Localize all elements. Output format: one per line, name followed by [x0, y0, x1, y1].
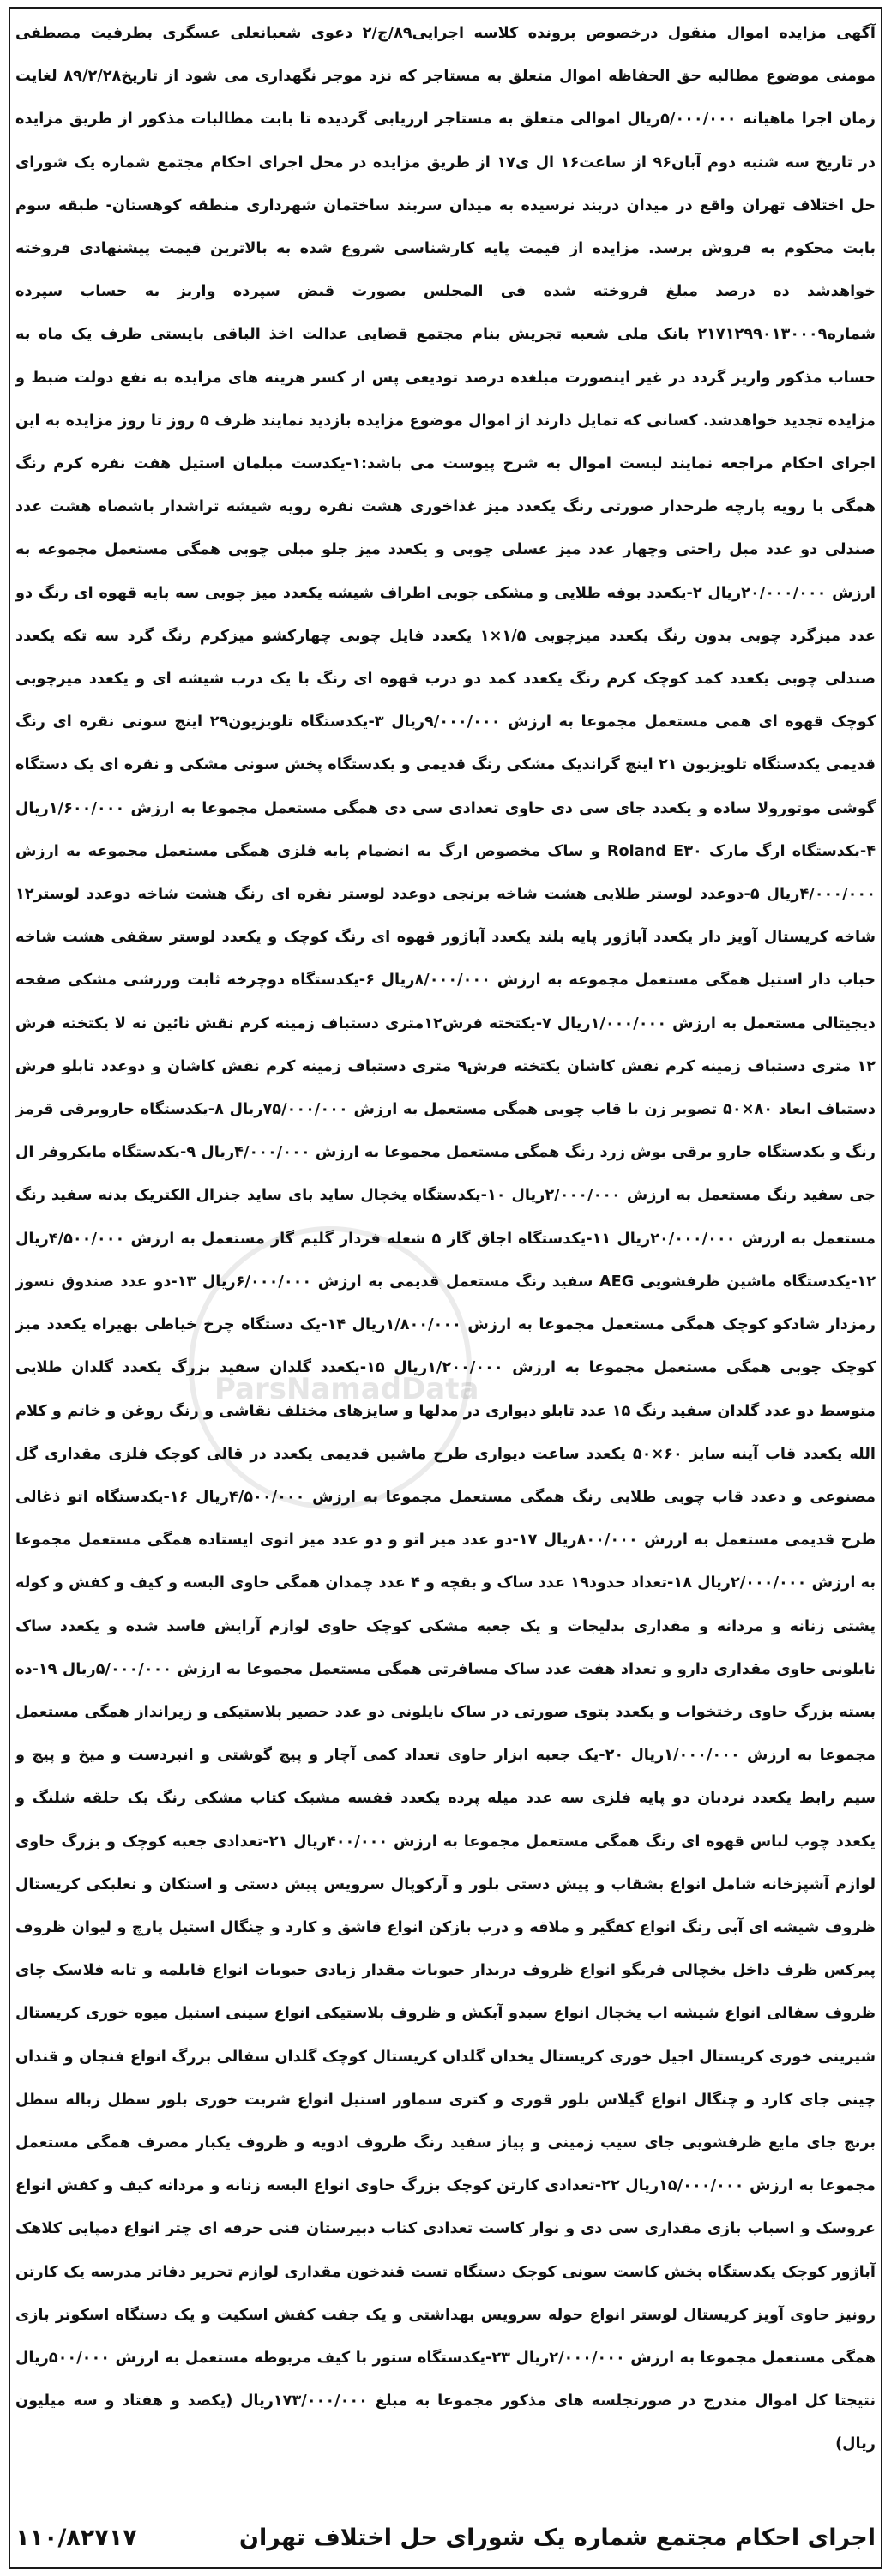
- issuer-signature: اجرای احکام مجتمع شماره یک شورای حل اختلاف تهران: [238, 2524, 876, 2551]
- notice-footer: [15, 2513, 876, 2562]
- notice-code: ۱۱۰/۸۲۷۱۷: [15, 2524, 137, 2551]
- notice-body: [15, 12, 876, 2466]
- watermark-text: ParsNamadData: [214, 1372, 479, 1406]
- notice-paragraph: آگهی مزایده اموال منقول درخصوص پرونده کلاسه اجرایی۸۹/ج/۲ دعوی شعبانعلی عسگری بطرفیت مصطفی مومنی موضوع مطالبه حق الحفاظه اموال متعلق به مستاجر که نزد موجر نگهداری می شود از تاریخ۸۹/۲/۲۸ لغایت زمان اجرا ماهیانه ۵/۰۰۰/۰۰۰ریال اموالی متعلق به مستاجر ارزیابی گردیده تا بابت مطالبات مذکور از طریق مزایده در تاریخ سه شنبه دوم آبان۹۶ از ساعت۱۶ ال ی۱۷ از طریق مزایده در محل اجرای احکام مجتمع شماره یک شورای حل اختلاف تهران واقع در میدان دربند نرسیده به میدان سربند ساختمان شهرداری منطقه کوهستان- طبقه سوم بابت محکوم به فروش برسد. مزایده از قیمت پایه کارشناسی شروع شده به بالاترین قیمت پیشنهادی فروخته خواهدشد ده درصد مبلغ فروخته شده فی المجلس بصورت قبض سپرده واریز به حساب سپرده شماره۲۱۷۱۲۹۹۰۱۳۰۰۰۹ بانک ملی شعبه تجریش بنام مجتمع قضایی عدالت اخذ الباقی بایستی ظرف یک ماه به حساب مذکور واریز گردد در غیر اینصورت مبلغده درصد تودیعی پس از کسر هزینه های مزایده به نفع دولت ضبط و مزایده تجدید خواهدشد. کسانی که تمایل دارند از اموال موضوع مزایده بازدید نمایند ظرف ۵ روز تا روز مزایده به این اجرای احکام مراجعه نمایند لیست اموال به شرح پیوست می باشد:۱-یکدست مبلمان استیل هفت نفره کرم رنگ همگی با رویه پارچه طرحدار صورتی رنگ یکعدد میز غذاخوری هشت نفره رویه شیشه تراشدار باشصاه هشت عدد صندلی دو عدد مبل راحتی وچهار عدد میز عسلی چوبی و یکعدد میز جلو مبلی چوبی همگی مستعمل مجموعه به ارزش ۲۰/۰۰۰/۰۰۰ریال ۲-یکعدد بوفه طلایی و مشکی چوبی اطراف شیشه یکعدد میز چوبی سه پایه قهوه ای رنگ دو عدد میزگرد چوبی بدون رنگ یکعدد میزچوبی ۱/۵×۱ یکعدد فایل چوبی چهارکشو میزکرم رنگ گرد سه تکه یکعدد صندلی چوبی یکعدد کمد کوچک کرم رنگ یکعدد کمد دو درب قهوه ای رنگ با یک درب شیشه ای و یکعدد میزچوبی کوچک قهوه ای همی مستعمل مجموعا به ارزش ۹/۰۰۰/۰۰۰ریال ۳-یکدستگاه تلویزیون۲۹ اینچ سونی نقره ای رنگ قدیمی یکدستگاه تلویزیون ۲۱ اینچ گراندیک مشکی رنگ قدیمی و یکدستگاه پخش سونی مشکی و نقره ای یک دستگاه گوشی موتورولا ساده و یکعدد جای سی دی حاوی تعدادی سی دی همگی مستعمل مجموعا به ارزش ۱/۶۰۰/۰۰۰ریال ۴-یکدستگاه ارگ مارک Roland E۳۰ و ساک مخصوص ارگ به انضمام پایه فلزی همگی مستعمل مجموعه به ارزش ۴/۰۰۰/۰۰۰ریال ۵-دوعدد لوستر طلایی هشت شاخه برنجی دوعدد لوستر نقره ای رنگ هشت شاخه دوعدد لوستر۱۲ شاخه کریستال آویز دار یکعدد آباژور پایه بلند یکعدد آباژور قهوه ای رنگ کوچک و یکعدد لوستر سقفی هشت شاخه حباب دار استیل همگی مستعمل مجموعه به ارزش ۸/۰۰۰/۰۰۰ریال ۶-یکدستگاه دوچرخه ثابت ورزشی مشکی صفحه دیجیتالی مستعمل به ارزش ۱/۰۰۰/۰۰۰ریال ۷-یکتخته فرش۱۲متری دستباف زمینه کرم نقش نائین نه لا یکتخته فرش ۱۲ متری دستباف زمینه کرم نقش کاشان یکتخته فرش۹ متری دستباف زمینه کرم نقش کاشان و دوعدد تابلو فرش دستباف ابعاد ۸۰×۵۰ تصویر زن با قاب چوبی همگی مستعمل به ارزش ۷۵/۰۰۰/۰۰۰ریال ۸-یکدستگاه جاروبرقی قرمز رنگ و یکدستگاه جارو برقی بوش زرد رنگ همگی مستعمل مجموعا به ارزش ۴/۰۰۰/۰۰۰ریال ۹-یکدستگاه مایکروفر ال جی سفید رنگ مستعمل به ارزش ۲/۰۰۰/۰۰۰ریال ۱۰-یکدستگاه یخچال ساید بای ساید جنرال الکتریک بدنه سفید رنگ مستعمل به ارزش ۲۰/۰۰۰/۰۰۰ریال ۱۱-یکدستگاه اجاق گاز ۵ شعله فردار گلیم گاز مستعمل به ارزش ۴/۵۰۰/۰۰۰ریال ۱۲-یکدستگاه ماشین ظرفشویی AEG سفید رنگ مستعمل قدیمی به ارزش ۶/۰۰۰/۰۰۰ریال ۱۳-دو عدد صندوق نسوز رمزدار شادکو کوچک همگی مستعمل مجموعا به ارزش ۱/۸۰۰/۰۰۰ریال ۱۴-یک دستگاه چرخ خیاطی بهیراه یکعدد میز کوچک چوبی همگی مستعمل مجموعا به ارزش ۱/۲۰۰/۰۰۰ریال ۱۵-یکعدد گلدان سفید بزرگ یکعدد گلدان طلایی متوسط دو عدد گلدان سفید رنگ ۱۵ عدد تابلو دیواری در مدلها و سایزهای مختلف نقاشی و رنگ روغن و خاتم و کلام الله یکعدد قاب آینه سایز ۶۰×۵۰ یکعدد ساعت دیواری طرح ماشین قدیمی یکعدد در قالی کوچک فلزی مقداری گل مصنوعی و دعدد قاب چوبی طلایی رنگ همگی مستعمل مجموعا به ارزش ۴/۵۰۰/۰۰۰ریال ۱۶-یکدستگاه اتو ذغالی طرح قدیمی مستعمل به ارزش ۸۰۰/۰۰۰ریال ۱۷-دو عدد میز اتو و دو عدد میز اتوی ایستاده همگی مستعمل مجموعا به ارزش ۲/۰۰۰/۰۰۰ریال ۱۸-تعداد حدود۱۹ عدد ساک و بقچه و ۴ عدد چمدان همگی حاوی البسه و کیف و کفش و کوله پشتی زنانه و مردانه و مقداری بدلیجات و یک جعبه مشکی کوچک حاوی لوازم آرایش فاسد شده و یکعدد ساک نایلونی حاوی مقداری دارو و تعداد هفت عدد ساک مسافرتی همگی مستعمل مجموعا به ارزش ۵/۰۰۰/۰۰۰ریال ۱۹-ده بسته بزرگ حاوی رختخواب و یکعدد پتوی صورتی در ساک نایلونی دو عدد حصیر پلاستیکی و زیرانداز همگی مستعمل مجموعا به ارزش ۱/۰۰۰/۰۰۰ریال ۲۰-یک جعبه ابزار حاوی تعداد کمی آچار و پیچ گوشتی و انبردست و میخ و پیچ و سیم رابط یکعدد نردبان دو پایه فلزی سه عدد میله پرده یکعدد قفسه مشبک کتاب مشکی رنگ یک حلقه شلنگ و یکعدد چوب لباس قهوه ای رنگ همگی مستعمل مجموعا به ارزش ۴۰۰/۰۰۰ریال ۲۱-تعدادی جعبه کوچک و بزرگ حاوی لوازم آشپزخانه شامل انواع بشقاب و پیش دستی بلور و آرکوپال سرویس پیش دستی و استکان و نعلبکی کریستال ظروف شیشه ای آبی رنگ انواع کفگیر و ملاقه و درب بازکن انواع قاشق و کارد و چنگال استیل پارچ و لیوان ظروف پیرکس ظرف داخل یخچالی فریگو انواع ظروف دربدار حبوبات مقدار زیادی حبوبات انواع قابلمه و تابه فلاسک چای ظروف سفالی انواع شیشه اب یخچال انواع سبدو آبکش و ظروف پلاستیکی انواع سینی استیل میوه خوری کریستال شیرینی خوری کریستال اجیل خوری کریستال یخدان گلدان کریستال کوچک گلدان سفالی بزرگ انواع فنجان و قندان چینی جای کارد و چنگال انواع گیلاس بلور قوری و کتری سماور استیل انواع شربت خوری بلور سطل زباله سطل برنج جای مایع ظرفشویی جای سیب زمینی و پیاز سفید رنگ ظروف ادویه و ظروف یکبار مصرف همگی مستعمل مجموعا به ارزش ۱۵/۰۰۰/۰۰۰ریال ۲۲-تعدادی کارتن کوچک بزرگ حاوی انواع البسه زنانه و مردانه کیف و کفش انواع عروسک و اسباب بازی مقداری سی دی و نوار کاست تعدادی کتاب دبیرستان فنی حرفه ای چتر انواع دمپایی کلاهک آباژور کوچک یکدستگاه پخش کاست سونی کوچک دستگاه تست قندخون مقداری لوازم تحریر دفاتر مدرسه یک کارتن رونیز حاوی آویز کریستال لوستر انواع حوله سرویس بهداشتی و یک جفت کفش اسکیت و یک دستگاه اسکوتر بازی همگی مستعمل مجموعا به ارزش ۲/۰۰۰/۰۰۰ریال ۲۳-یکدستگاه ستور با کیف مربوطه مستعمل به ارزش ۵۰۰/۰۰۰ریال نتیجتا کل اموال مندرج در صورتجلسه های مذکور مجموعا به مبلغ ۱۷۳/۰۰۰/۰۰۰ریال (یکصد و هفتاد و سه میلیون ریال): [15, 25, 876, 2453]
